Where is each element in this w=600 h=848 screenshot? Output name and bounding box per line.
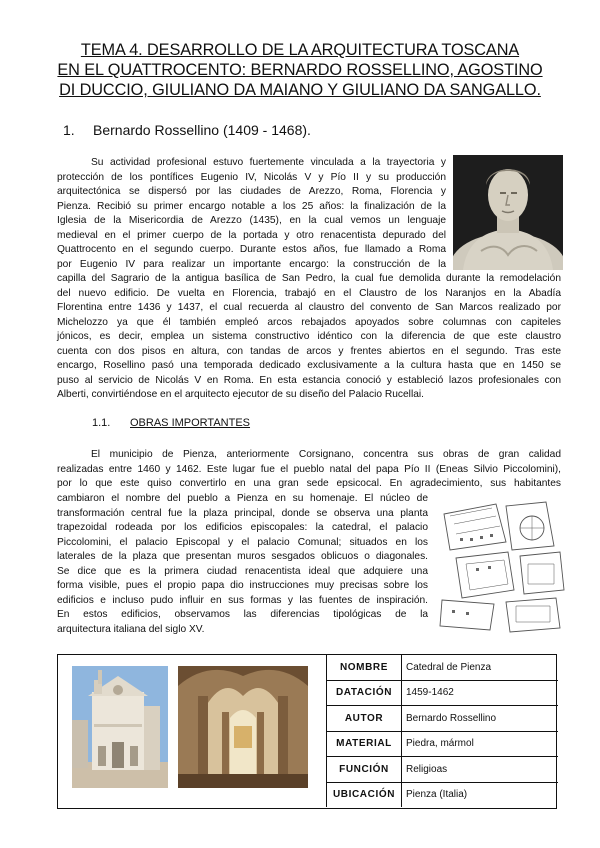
- cathedral-facade-image: [72, 666, 168, 788]
- info-value: 1459-1462: [402, 680, 559, 706]
- subsection-heading-obras: [92, 417, 250, 429]
- section-number: 1.: [63, 122, 75, 138]
- info-value: Bernardo Rossellino: [402, 706, 559, 732]
- info-label: FUNCIÓN: [327, 757, 402, 783]
- info-value: Catedral de Pienza: [402, 655, 559, 680]
- section-heading-rossellino: [63, 122, 311, 138]
- info-row-datacion: [327, 680, 559, 706]
- paragraph-pienza-wide: El municipio de Pienza, anteriormente Corsignano, concentra sus obras de gran calidad realizadas entre 1460 y 1462. Este lugar fue el pueblo natal del papa Pío II (Eneas Silvio Piccolomini), por lo que este quiso convertirlo en una gran sede epsicocal. En agradecimiento, sus habitantes: [57, 449, 561, 489]
- subsection-number: 1.1.: [92, 417, 111, 429]
- document-title: [40, 40, 560, 100]
- paragraph-rossellino-wide: capilla del Sagrario de la antigua basílica de San Pedro, la cual fue demolida durante la remodelación del nuevo edificio. De vuelta en Florencia, trabajó en el Claustro de los Naranjos en la Abadía Florentina entre 1436 y 1437, el cual recuerda al claustro del convento de San Marcos realizado por Michelozzo ya que él también empleó arcos rebajados apoyados sobre columnas con capiteles jónicos, es decir, emplea un sistema constructivo idéntico con la diferencia de que este claustro cuenta con dos pisos en altura, con tandas de arcos y frentes abiertos en el segundo. Tras este encargo, Rosellino pasó una temporada dedicado exclusivamente a la cultura hasta que en 1450 se puso al servicio de Nicolás V en Roma. En esta estancia conoció y estableció lazos profesionales con Alberti, convirtiéndose en el arquitecto ejecutor de su diseño del Palacio Rucellai.: [57, 273, 561, 400]
- info-row-autor: [327, 706, 559, 732]
- section-title: Bernardo Rossellino (1409 - 1468).: [93, 122, 311, 138]
- info-row-ubicacion: [327, 782, 559, 807]
- title-line: DI DUCCIO, GIULIANO DA MAIANO Y GIULIANO DA SANGALLO.: [59, 81, 541, 99]
- cathedral-interior-image: [178, 666, 308, 788]
- info-row-funcion: [327, 757, 559, 783]
- title-line: TEMA 4. DESARROLLO DE LA ARQUITECTURA TOSCANA: [80, 41, 520, 59]
- info-label: MATERIAL: [327, 731, 402, 757]
- info-label: NOMBRE: [327, 655, 402, 680]
- info-value: Pienza (Italia): [402, 782, 559, 807]
- paragraph-pienza-narrow: cambiaron el nombre del pueblo a Pienza en su homenaje. El núcleo de transformación central fue la plaza principal, donde se observa una planta trapezoidal rodeada por los edificios episcopales: la catedral, el palacio Piccolomini, el palacio Episcopal y el palacio Comunal; situados en los laterales de la plaza que presentan muros sesgados oblicuos o diagonales. Se dice que es la primera ciudad renacentista ideal que adquiere una forma visible, pues el propio papa dio instrucciones muy precisas sobre los edificios e incluso pudo influir en sus formas y las fuentes de inspiración. En estos edificios, observamos las diferencias tipológicas de la arquitectura italiana del siglo XV.: [57, 493, 428, 635]
- info-value: Piedra, mármol: [402, 731, 559, 757]
- info-row-material: [327, 731, 559, 757]
- info-label: DATACIÓN: [327, 680, 402, 706]
- paragraph-rossellino-narrow: Su actividad profesional estuvo fuertemente vinculada a la trayectoria y protección de los pontífices Eugenio IV, Nicolás V y Pío II y su producción arquitectónica se dispersó por las ciudades de Arezzo, Roma, Florencia y Pienza. Recibió su primer encargo notable a los 25 años: la finalización de la Iglesia de la Misericordia de Arezzo (1435), en la cual vemos un lenguaje medieval en el primer cuerpo de la portada y otro renacentista depurado del Quattrocento en el segundo cuerpo. Durante estos años, fue llamado a Roma por Eugenio IV para realizar un importante encargo: la construcción de la: [57, 157, 446, 270]
- info-label: AUTOR: [327, 706, 402, 732]
- artwork-info-card: [57, 654, 557, 809]
- info-value: Religioas: [402, 757, 559, 783]
- rossellino-bust-image: [453, 155, 563, 270]
- title-line: EN EL QUATTROCENTO: BERNARDO ROSSELLINO, AGOSTINO: [57, 61, 543, 79]
- info-row-nombre: [327, 655, 559, 680]
- subsection-title: OBRAS IMPORTANTES: [130, 417, 251, 429]
- info-label: UBICACIÓN: [327, 782, 402, 807]
- artwork-info-table: [326, 655, 558, 807]
- pienza-plan-image: [436, 494, 568, 636]
